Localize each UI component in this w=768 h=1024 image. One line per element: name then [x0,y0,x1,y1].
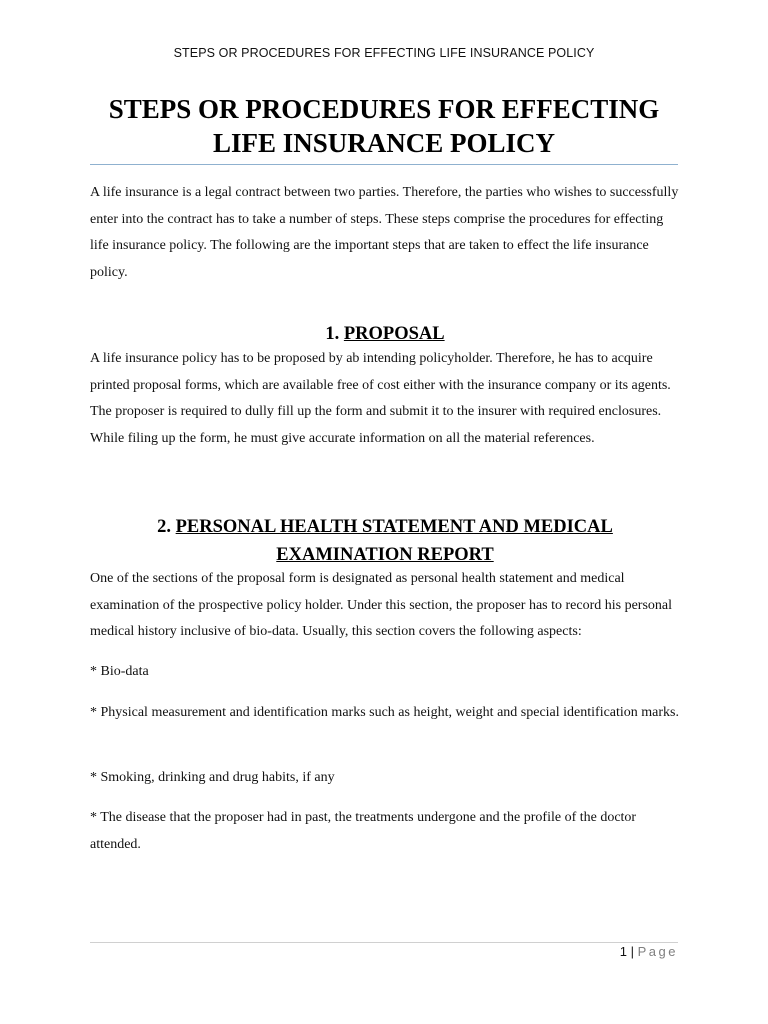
section-1-title: PROPOSAL [343,324,445,344]
title-underline-rule [90,164,678,165]
intro-paragraph: A life insurance is a legal contract between two parties. Therefore, the parties who wishes to successfully enter into the contract has to take a number of steps. These steps comprise the procedures for effecting life insurance policy. The following are the important steps that are taken to effect the life insurance policy. [90,185,679,280]
bullet-item: * The disease that the proposer had in past, the treatments undergone and the profile of the doctor attended. [90,810,637,852]
page-number: 1 [619,944,627,959]
section-1-heading [90,320,680,348]
bullet-item: * Smoking, drinking and drug habits, if any [90,770,335,785]
footer-rule [90,942,678,943]
section-2-number: 2. [157,517,171,537]
bullet-item: * Physical measurement and identification marks such as height, weight and special identification marks. [90,705,680,720]
section-1-number: 1. [325,324,340,344]
running-header: STEPS OR PROCEDURES FOR EFFECTING LIFE INSURANCE POLICY [173,46,595,60]
page-label: Page [637,944,678,959]
section-1-body: A life insurance policy has to be proposed by ab intending policyholder. Therefore, he has to acquire printed proposal forms, which are available free of cost either with the insurance company or its agents. The proposer is required to dully fill up the form and submit it to the insurer with required enclosures. While filing up the form, he must give accurate information on all the material references. [90,351,671,446]
document-title [80,92,688,160]
section-2-body: One of the sections of the proposal form is designated as personal health statement and medical examination of the prospective policy holder. Under this section, the proposer has to record his personal medical history inclusive of bio-data. Usually, this section covers the following aspects: [90,571,673,639]
title-line-2: LIFE INSURANCE POLICY [212,128,556,158]
section-2-heading [90,513,680,569]
section-2-title-line-2: EXAMINATION REPORT [276,545,494,565]
title-line-1: STEPS OR PROCEDURES FOR EFFECTING [108,94,660,124]
section-2-title-line-1: PERSONAL HEALTH STATEMENT AND MEDICAL [175,517,613,537]
page-footer [600,943,678,961]
bullet-item: * Bio-data [90,664,149,679]
page-separator: | [630,944,634,959]
